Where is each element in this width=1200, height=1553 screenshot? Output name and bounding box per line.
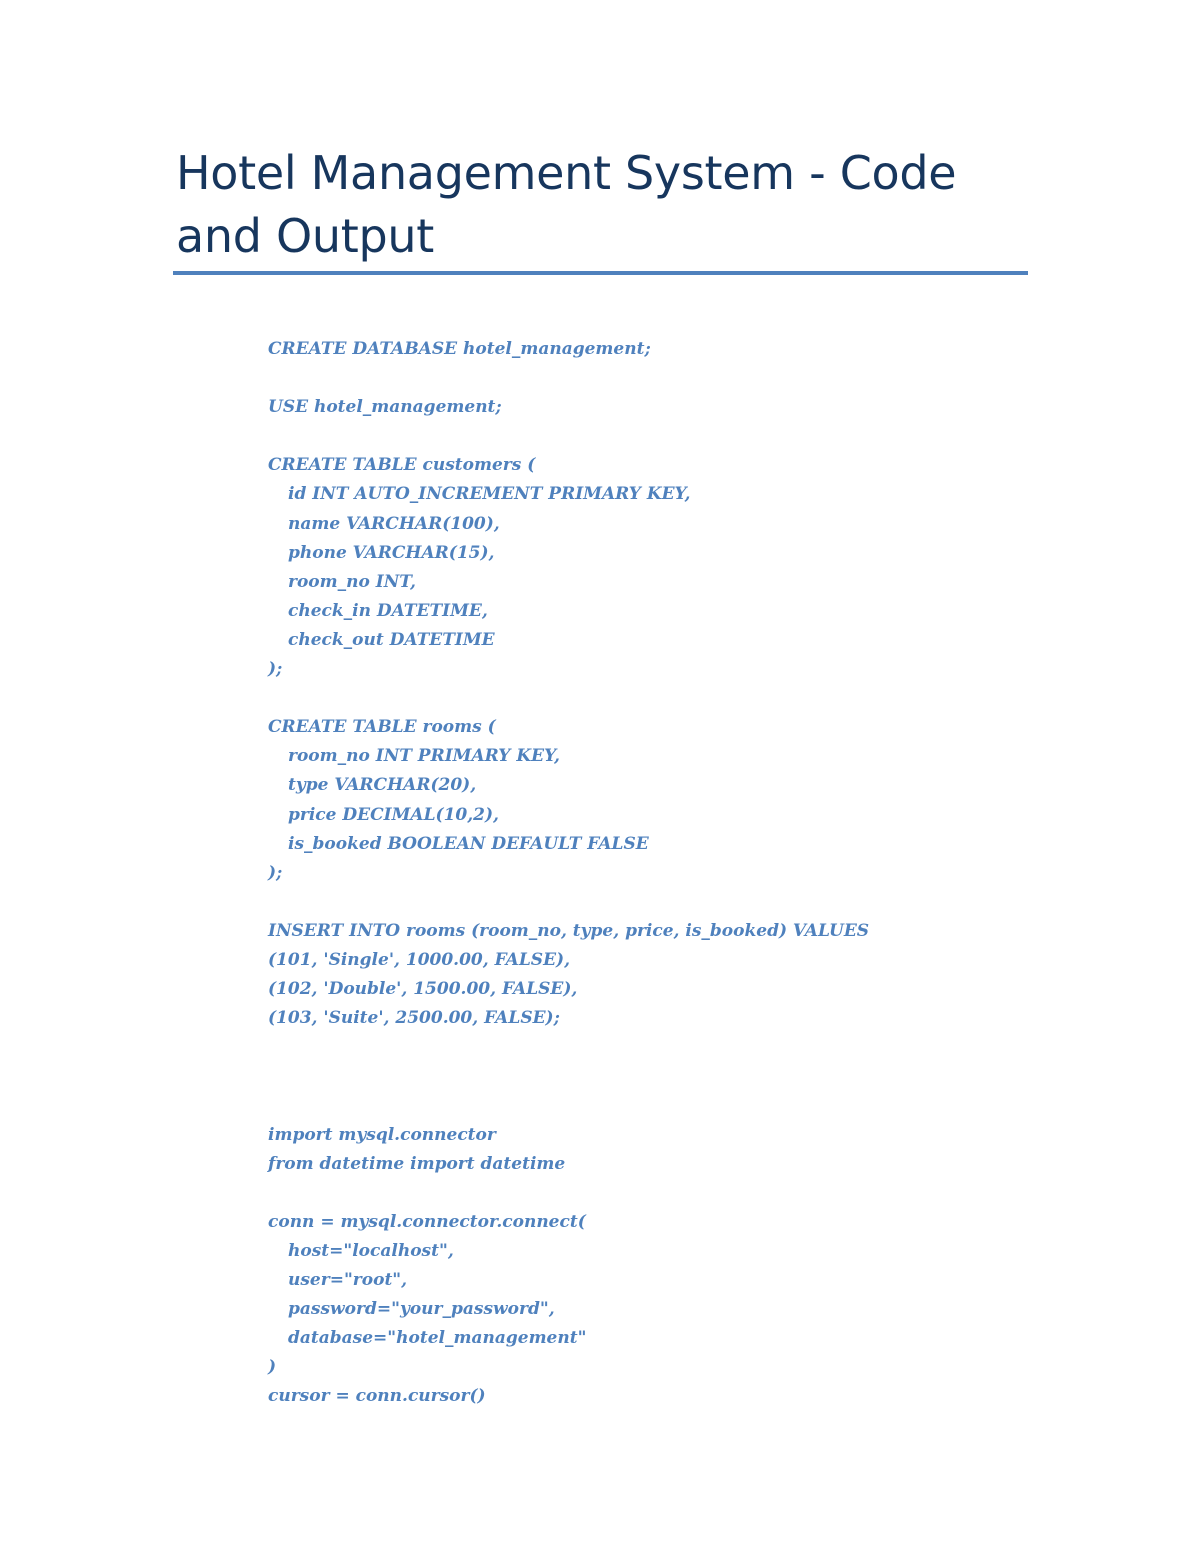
blank-line [268, 1033, 968, 1062]
code-line: user="root", [288, 1270, 408, 1290]
code-line: id INT AUTO_INCREMENT PRIMARY KEY, [288, 484, 691, 505]
blank-line [268, 888, 968, 917]
code-line: import mysql.connector [268, 1124, 496, 1145]
blank-line [268, 684, 968, 713]
code-line: room_no INT PRIMARY KEY, [288, 746, 560, 767]
title-underline [173, 271, 1028, 275]
code-line: check_in DATETIME, [288, 600, 488, 621]
code-line: cursor = conn.cursor() [268, 1386, 486, 1407]
code-line: ); [268, 862, 283, 883]
code-line: type VARCHAR(20), [288, 775, 477, 796]
code-line: price DECIMAL(10,2), [288, 804, 499, 825]
blank-line [268, 422, 968, 451]
code-line: USE hotel_management; [268, 397, 502, 418]
code-line: password="your_password", [288, 1299, 555, 1320]
code-line: CREATE DATABASE hotel_management; [268, 339, 651, 359]
code-line: phone VARCHAR(15), [288, 542, 495, 563]
code-line: is_booked BOOLEAN DEFAULT FALSE [288, 833, 649, 854]
code-line: INSERT INTO rooms (room_no, type, price, is_booked) VALUES [268, 920, 870, 941]
code-line: (101, 'Single', 1000.00, FALSE), [268, 949, 571, 970]
code-line: from datetime import datetime [268, 1153, 566, 1174]
code-line: (103, 'Suite', 2500.00, FALSE); [268, 1008, 560, 1029]
code-line: ); [268, 659, 283, 680]
code-line: room_no INT, [288, 571, 416, 592]
code-line: conn = mysql.connector.connect( [268, 1211, 586, 1232]
page-title: Hotel Management System - Code and Output [176, 146, 957, 263]
code-line: check_out DATETIME [288, 629, 495, 650]
blank-line [268, 364, 968, 393]
blank-line [268, 1179, 968, 1208]
code-line: ) [268, 1357, 277, 1378]
code-line: CREATE TABLE rooms ( [268, 717, 496, 738]
blank-line [268, 1062, 968, 1091]
blank-line [268, 1091, 968, 1120]
code-line: database="hotel_management" [288, 1328, 587, 1349]
code-line: (102, 'Double', 1500.00, FALSE), [268, 979, 578, 1000]
code-line: CREATE TABLE customers ( [268, 455, 536, 476]
code-line: host="localhost", [288, 1240, 454, 1261]
code-line: name VARCHAR(100), [288, 513, 500, 534]
code-block [268, 335, 968, 1411]
